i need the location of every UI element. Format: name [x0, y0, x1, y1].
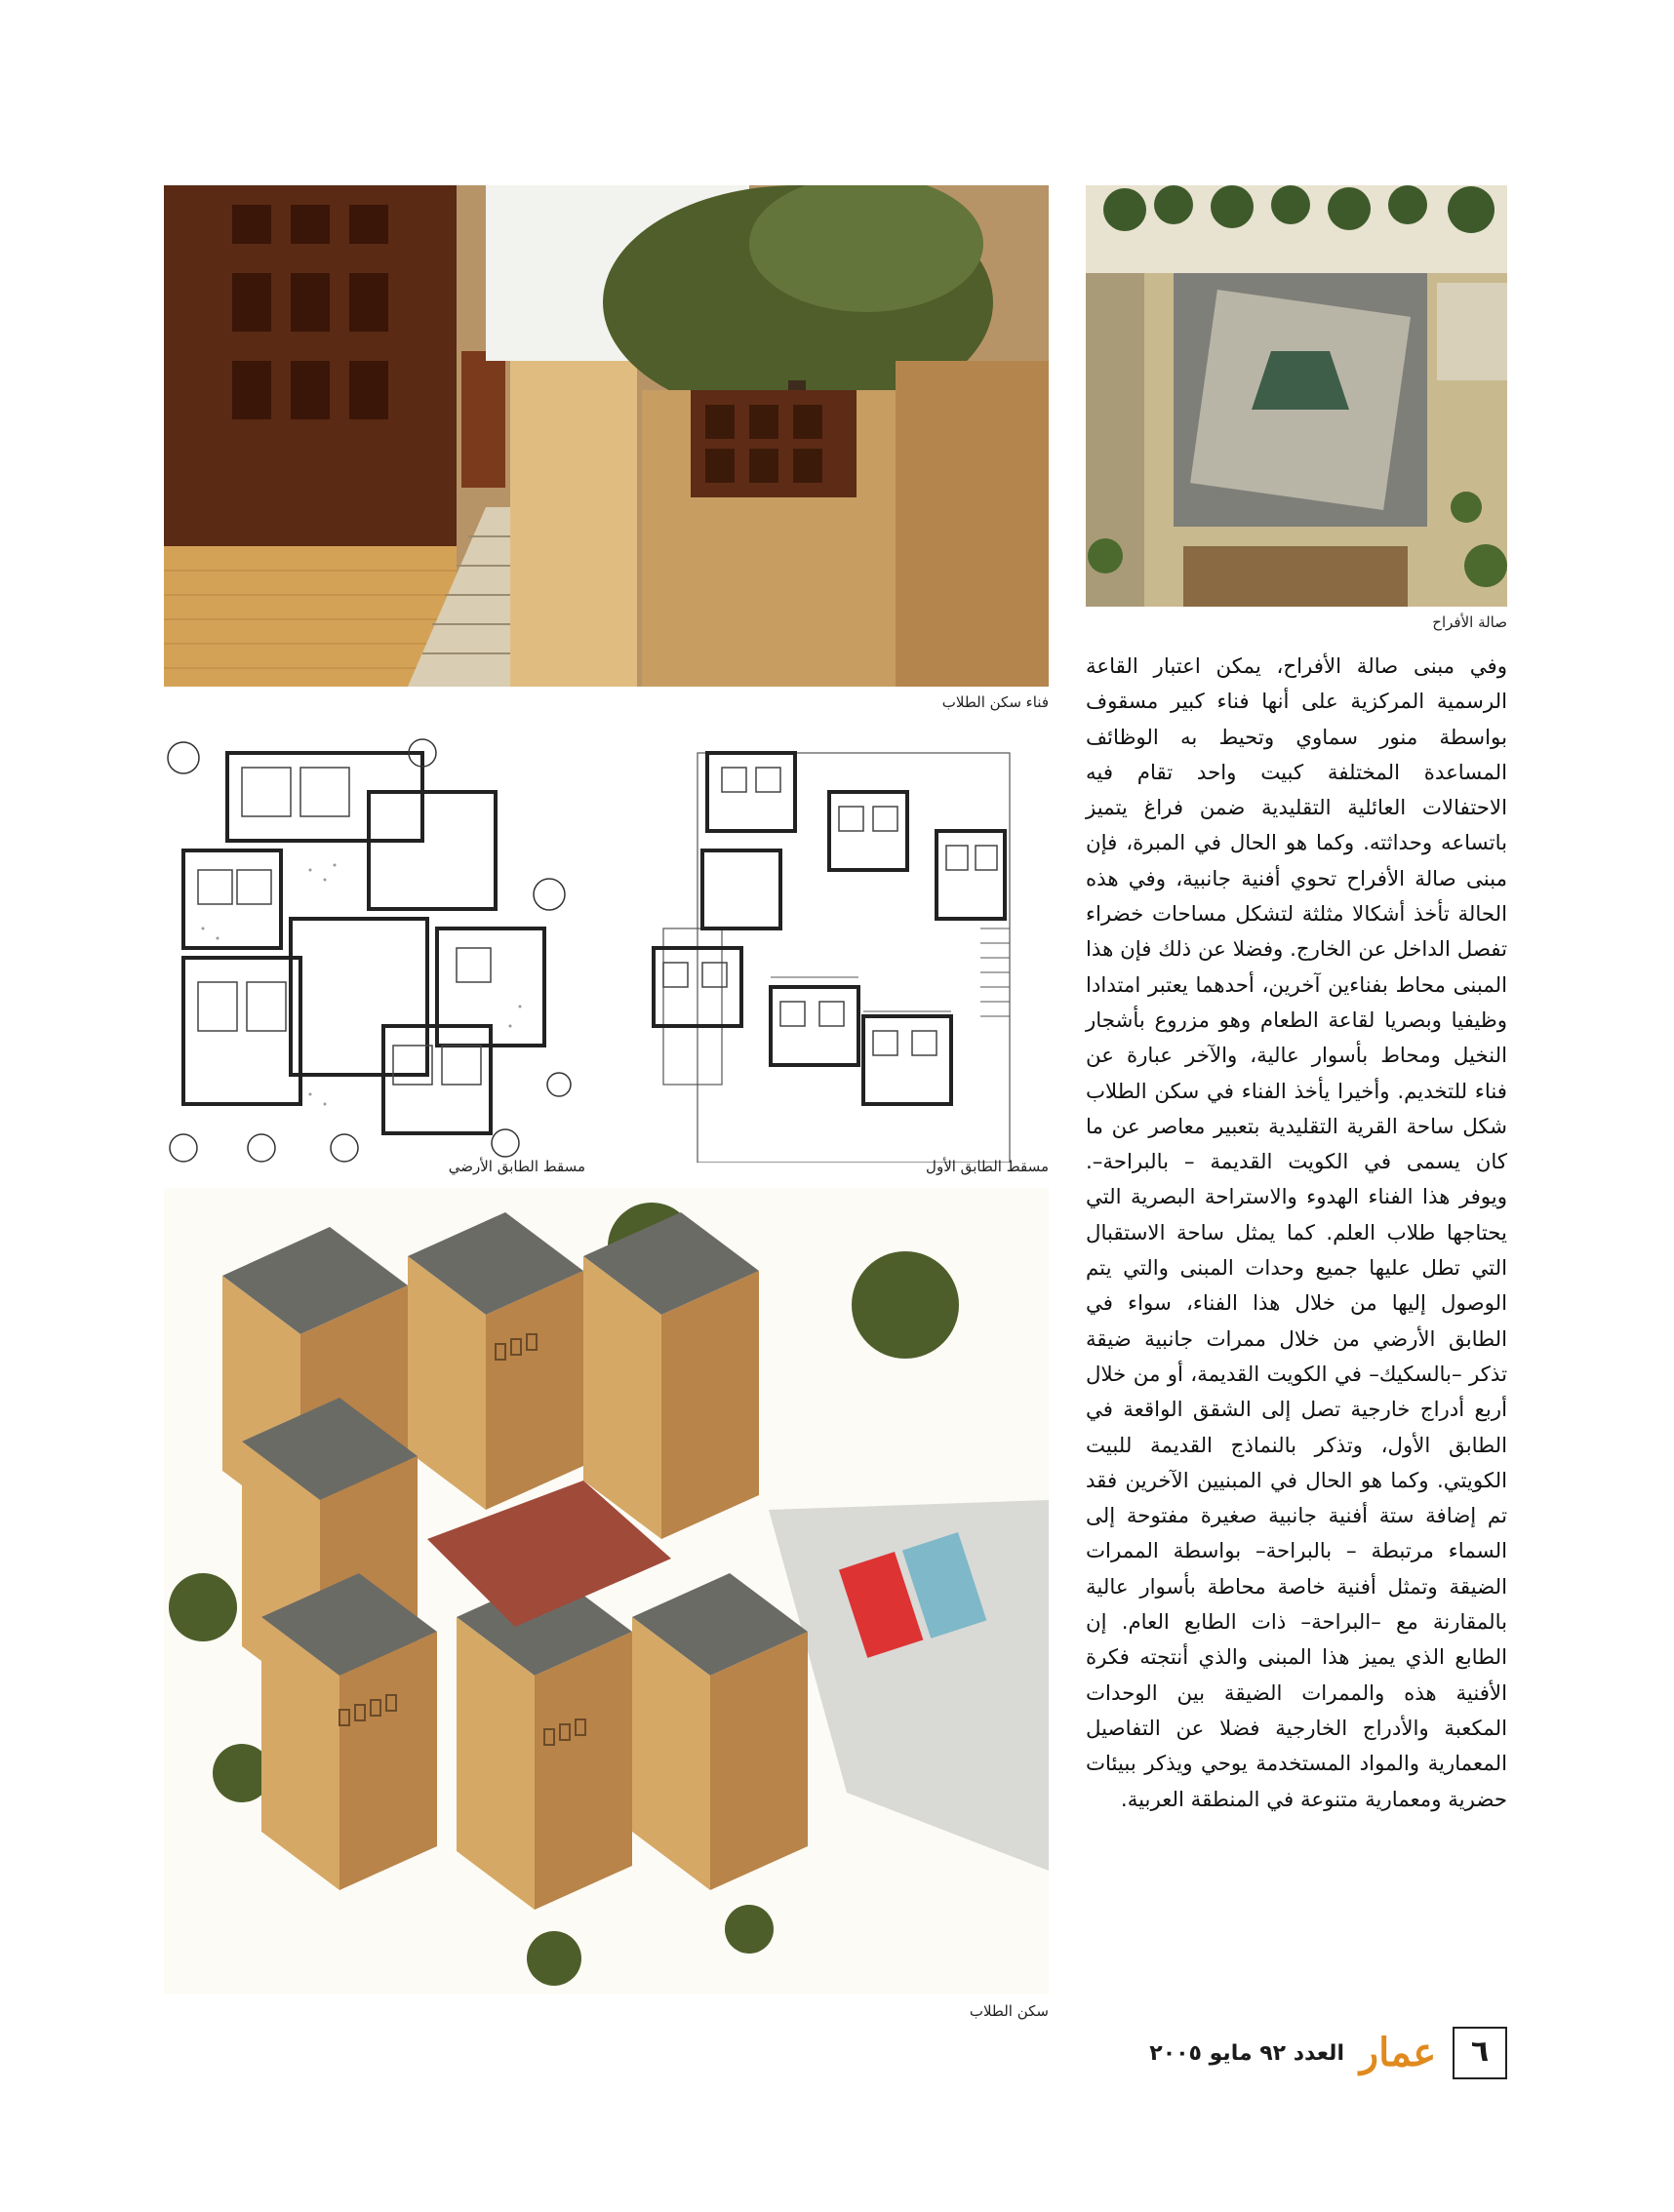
students-courtyard-photo [164, 185, 1049, 687]
wedding-hall-caption: صالة الأفراح [1432, 613, 1507, 631]
issue-info: العدد ٩٢ مايو ٢٠٠٥ [1149, 2041, 1344, 2066]
first-floor-plan-drawing [644, 733, 1044, 1163]
page-number: ٦ [1453, 2027, 1507, 2079]
students-courtyard-caption: فناء سكن الطلاب [941, 693, 1049, 711]
article-body: وفي مبنى صالة الأفراح، يمكن اعتبار القاعة الرسمية المركزية على أنها فناء كبير مسقوف بواسطة منور سماوي وتحيط به الوظائف المساعدة المختلفة كبيت واحد تقام فيه الاحتفالات العائلية التقليدية ضمن فراغ يتميز باتساعه وحداثته. وكما هو الحال في المبرة، فإن مبنى صالة الأفراح تحوي أفنية جانبية، وفي هذه الحالة تأخذ أشكالا مثلثة لتشكل مساحات خضراء تفصل الداخل عن الخارج. وفضلا عن ذلك فإن هذا المبنى محاط بفناءين آخرين، أحدهما يعتبر امتدادا وظيفيا وبصريا لقاعة الطعام وهو مزروع بأشجار النخيل ومحاط بأسوار عالية، والآخر عبارة عن فناء للتخديم. وأخيرا يأخذ الفناء في سكن الطلاب شكل ساحة القرية التقليدية بتعبير معاصر عن ما كان يسمى في الكويت القديمة – بالبراحة–. ويوفر هذا الفناء الهدوء والاستراحة البصرية التي يحتاجها طلاب العلم. كما يمثل ساحة الاستقبال التي تطل عليها جميع وحدات المبنى والتي يتم الوصول إليها من خلال هذا الفناء، سواء في الطابق الأرضي من خلال ممرات جانبية ضيقة تذكر –بالسكيك– في الكويت القديمة، أو من خلال أربع أدراج خارجية تصل إلى الشقق الواقعة في الطابق الأول، وتذكر بالنماذج القديمة للبيت الكويتي. وكما هو الحال في المبنيين الآخرين فقد تم إضافة ستة أفنية جانبية صغيرة مفتوحة إلى السماء مرتبطة – بالبراحة– بواسطة الممرات الضيقة وتمثل أفنية خاصة محاطة بأسوار عالية بالمقارنة مع –البراحة– ذات الطابع العام. إن الطابع الذي يميز هذا المبنى والذي أنتجته فكرة الأفنية هذه والممرات الضيقة بين الوحدات المكعبة والأدراج الخارجية فضلا عن التفاصيل المعمارية والمواد المستخدمة يوحي ويذكر ببيئات حضرية ومعمارية متنوعة في المنطقة العربية. [1086, 654, 1507, 1812]
ground-floor-plan-caption: مسقط الطابق الأرضي [448, 1158, 585, 1175]
wedding-hall-photo [1086, 185, 1507, 607]
student-housing-caption: سكن الطلاب [969, 2002, 1049, 2020]
first-floor-plan-caption: مسقط الطابق الأول [926, 1158, 1049, 1175]
magazine-logo: عمار [1359, 2030, 1437, 2075]
student-housing-axonometric [164, 1188, 1049, 1994]
ground-floor-plan-drawing [164, 733, 574, 1163]
